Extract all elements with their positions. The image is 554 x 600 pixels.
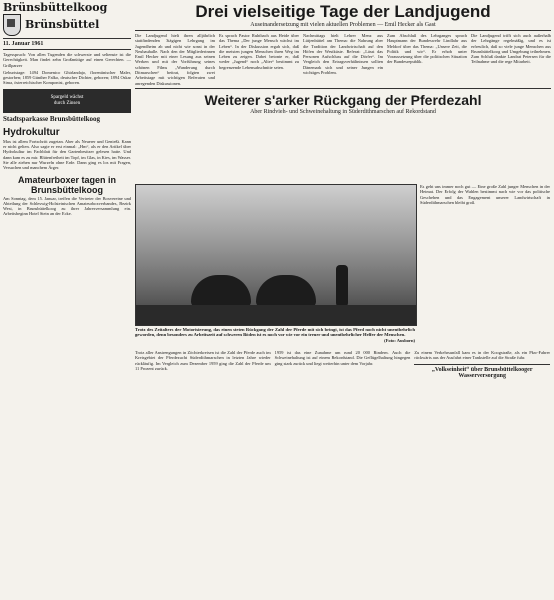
birthdays: Geburtstage: 1494 Domenico Ghirlandajo, florentinischer Maler, gestorben; 1859 Günther Falko, deutscher Dichter, geboren; 1894 Oskar Sima, österreichischer Komponist, geboren. xyxy=(3,69,131,86)
daily-quote: Tagesspruch: Von allen Tugenden die schwerste und seltenste ist die Gerechtigkeit. Man findet zehn Großmütige auf einen Gerechten. — Grillparzer xyxy=(3,52,131,68)
issue-date: 11. Januar 1961 xyxy=(3,41,44,47)
main-article xyxy=(135,2,551,115)
farmer-shape xyxy=(336,265,348,307)
photo-credit: (Foto: Ausborn) xyxy=(384,337,415,343)
divider xyxy=(3,38,131,39)
photo-caption xyxy=(135,327,415,343)
main-text-columns xyxy=(135,33,551,86)
hydrokultur-title: Hydrokultur xyxy=(3,126,60,138)
masthead-line1: Brünsbüttelkoog xyxy=(3,1,108,14)
feature-headline: Weiterer s'arker Rückgang der Pferdezahl xyxy=(204,91,482,108)
lower-col-2: 1959 ist das eine Zunahme um rund 20 000 Rindern. Auch die Schweinehaltung ist auf einem Rekordstand. Die Geflügelhaltung hingegen ging stark zurück und liegt weiterhin unter dem Vorjahr. xyxy=(274,350,411,366)
main-col-4: Zum Abschluß des Lehrganges sprach Hauptmann der Bundeswehr Lindlahr aus Meldorf über das Thema: „Unsere Zeit, die Politik und wir“. Er erhob unter Voraussetzung über die politischen Situation der Bundesrepublik. xyxy=(387,33,467,65)
main-headline: Drei vielseitige Tage der Landjugend xyxy=(195,2,491,21)
ad-line2: durch Zinsen xyxy=(53,100,81,106)
main-col-2: Es sprach Pastor Ruhtbach aus Heide über das Thema „Der junge Mensch wächst im Leben“. In der Diskussion ergab sich, daß die meisten jungen Menschen ihren Weg im Leben zu zeigen. Dabei betonte er, daß weder „Jugend“ noch „Alter“ bestimmt zu begrenzende Lebensabschnitte seien. xyxy=(219,33,299,70)
lower-col-3 xyxy=(414,350,550,379)
main-col-1: Die Landjugend hielt ihren alljährlich stattfindenden 3tägigen Lehrgang im Jugendheim ab und nicht wie sonst in der Neubauhalle. Nach den der Mitgliederinnen Emil Hecker mit einer Lesung aus seinen Werken und mit der Vorführung seines schönen Films „Wanderung durch Ditmarschen“ beitrat, folgten zwei Arbeitstage mit wichtigen Referaten und anregenden Diskussionen. xyxy=(135,33,215,86)
masthead-line2: Brünsbüttel xyxy=(25,18,100,31)
horse-shape xyxy=(191,275,251,307)
crest-icon xyxy=(3,14,21,36)
field-ground xyxy=(136,305,416,325)
lower-columns xyxy=(135,350,550,379)
hydrokultur-body: Max ist allem Fortschritt zugetan. Aber als Neuerer und Genießt. Kann er nicht gelten. Also sagte er erst einmal: „Hm“, als er den Artikel über Hydrokultur im Fachblatt für den Gartenbesitzer gelesen hatte. Und dann kam es zu mir. Blütenfreiheit im Topf, im Glas, in Kies, im Wasser. Sie alle ziehen nur Wurzeln ohne Erde. Dann ging es los mit Fragen, Versuchen und manchem Ärger. xyxy=(3,138,131,171)
amateurboxer-body: Am Sonntag, dem 15. Januar, treffen die Vertreter der Boxvereine und Abteilung der Schleswig-Holsteinischen Amateurboxverbandes, Bezirk West, in Brunsbüttelkoog zu ihrer Jahresversammlung ein. Arbeitsbeginn Hotel Stein an der Ecke. xyxy=(3,195,131,217)
ad-name: Stadtsparkasse Brunsbüttelkoog xyxy=(3,114,101,123)
lower-col-3-text: Zu einem Verkehrsunfall kam es in der Koogstraße, als ein Pkw-Fahrer rückwärts aus der Ausfahrt einer Tankstelle auf die Straße fuhr. xyxy=(414,350,551,361)
horse-shape xyxy=(256,275,316,307)
ad-line1: Spargeld wächst xyxy=(50,94,84,100)
divider xyxy=(3,49,131,50)
main-col-5: Die Landjugend trifft sich auch außerhalb der Lehrgänge regelmäßig, und es ist erfreulich, daß so viele junge Menschen aus Brunsbüttelkoog und Umgebung teilnehmen. Zum Schluß dankte Landrat Petersen für die Teilnahme und die rege Mitarbeit. xyxy=(471,33,551,65)
left-column xyxy=(3,2,131,217)
amateurboxer-title: Amateurboxer tagen in Brunsbüttelkoog xyxy=(17,174,117,195)
sparkasse-ad xyxy=(3,89,131,113)
lower-col-1: Trotz aller Anstrengungen in Zöchterkreisen ist die Zahl der Pferde auch im Kreisgebiet der Pferdezucht Süderdithmarschen in letzten Jahre wieder rückläufig. Im Vergleich zum Dezember 1959 ging die Zahl der Pferde um 11 Prozent zurück. xyxy=(135,350,271,371)
masthead xyxy=(3,2,131,36)
divider xyxy=(135,88,551,89)
divider xyxy=(135,30,551,31)
right-column: Es geht uns immer noch gut — Eine große Zahl junger Menschen in der Heimat. Der Erfolg der Wahlen bestimmt nach wie vor das politische Geschehen und das Engagement unserer Landwirtschaft in Süderdithmarschen bleibt groß. xyxy=(420,184,550,205)
main-subhead: Auseinandersetzung mit vielen aktuellen Problemen — Emil Hecker als Gast xyxy=(250,22,436,28)
feature-subhead: Aber Rindvieh- und Schweinehaltung in Süderdithmarschen auf Rekordstand xyxy=(250,108,436,115)
main-col-3: Nachmittags hielt Lehrer Menz aus Lütjenbüttel am Thema: die Nahrung aber die Tradition der Landwirtschaft auf den Höfen der Westküste. Referat: „Lässt das Personen Aufschluss auf die Dörfer“. Im Vergleich den Ertragsverhältnissen sollten Dänemark sich und seiner Jungen ein wichtiges Problem. xyxy=(303,33,383,76)
horses-photo xyxy=(135,184,417,326)
caption-text: Trotz des Zeitalters der Motorisierung, das einen steten Rückgang der Zahl der Pferde mit sich bringt, ist das Pferd noch nicht unentbehrlich geworden, denn besonders zu Arbeitszeit auf schweren Böden ist es noch vor wie vor ein treuer und unentbehrlicher Helfer der Menschen. xyxy=(135,327,415,338)
box-title: „Volkseinheit“ über Brunsbüttelkooger Wasserversorgung xyxy=(414,364,550,379)
